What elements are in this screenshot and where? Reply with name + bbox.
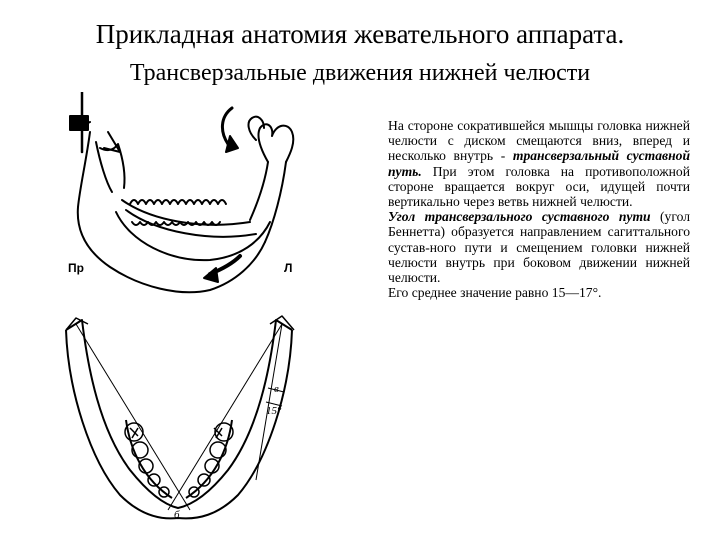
description-text bbox=[388, 118, 690, 300]
paragraph-average-value: Его среднее значение равно 15—17°. bbox=[388, 285, 602, 301]
label-angle-value: 15° bbox=[266, 405, 282, 417]
mandible-occlusal-drawing bbox=[60, 310, 310, 525]
slide-title: Прикладная анатомия жевательного аппарата. bbox=[95, 19, 625, 49]
mandible-lateral-figure bbox=[60, 92, 300, 310]
label-left-side: Л bbox=[284, 261, 293, 275]
p1-text-b: При этом головка на противоположной стороне вращается вокруг оси, идущей почти вертикально через ветвь нижней челюсти. bbox=[388, 163, 690, 210]
p2-term: Угол трансверзального суставного пути bbox=[388, 209, 651, 225]
p1-text-a: На стороне сократившейся мышцы головка нижней челюсти с диском смещаются вниз, вперед и несколько внутрь - bbox=[388, 118, 690, 164]
mandible-lateral-drawing bbox=[60, 92, 300, 310]
label-angle-letter: в bbox=[274, 383, 279, 395]
paragraph-transversal-path bbox=[388, 118, 690, 209]
label-right-side: Пр bbox=[68, 261, 84, 275]
p2-text: (угол Беннетта) образуется направлением сагиттального сустав-ного пути и смещением головки нижней челюсти внутрь при боковом движении нижней челюсти. bbox=[388, 209, 690, 286]
paragraph-bennett-angle bbox=[388, 209, 690, 285]
p1-term: трансверзальный суставной путь. bbox=[388, 148, 690, 179]
slide-subtitle: Трансверзальные движения нижней челюсти bbox=[129, 60, 591, 86]
label-bottom-letter: б bbox=[174, 509, 180, 521]
mandible-occlusal-figure bbox=[60, 310, 310, 525]
